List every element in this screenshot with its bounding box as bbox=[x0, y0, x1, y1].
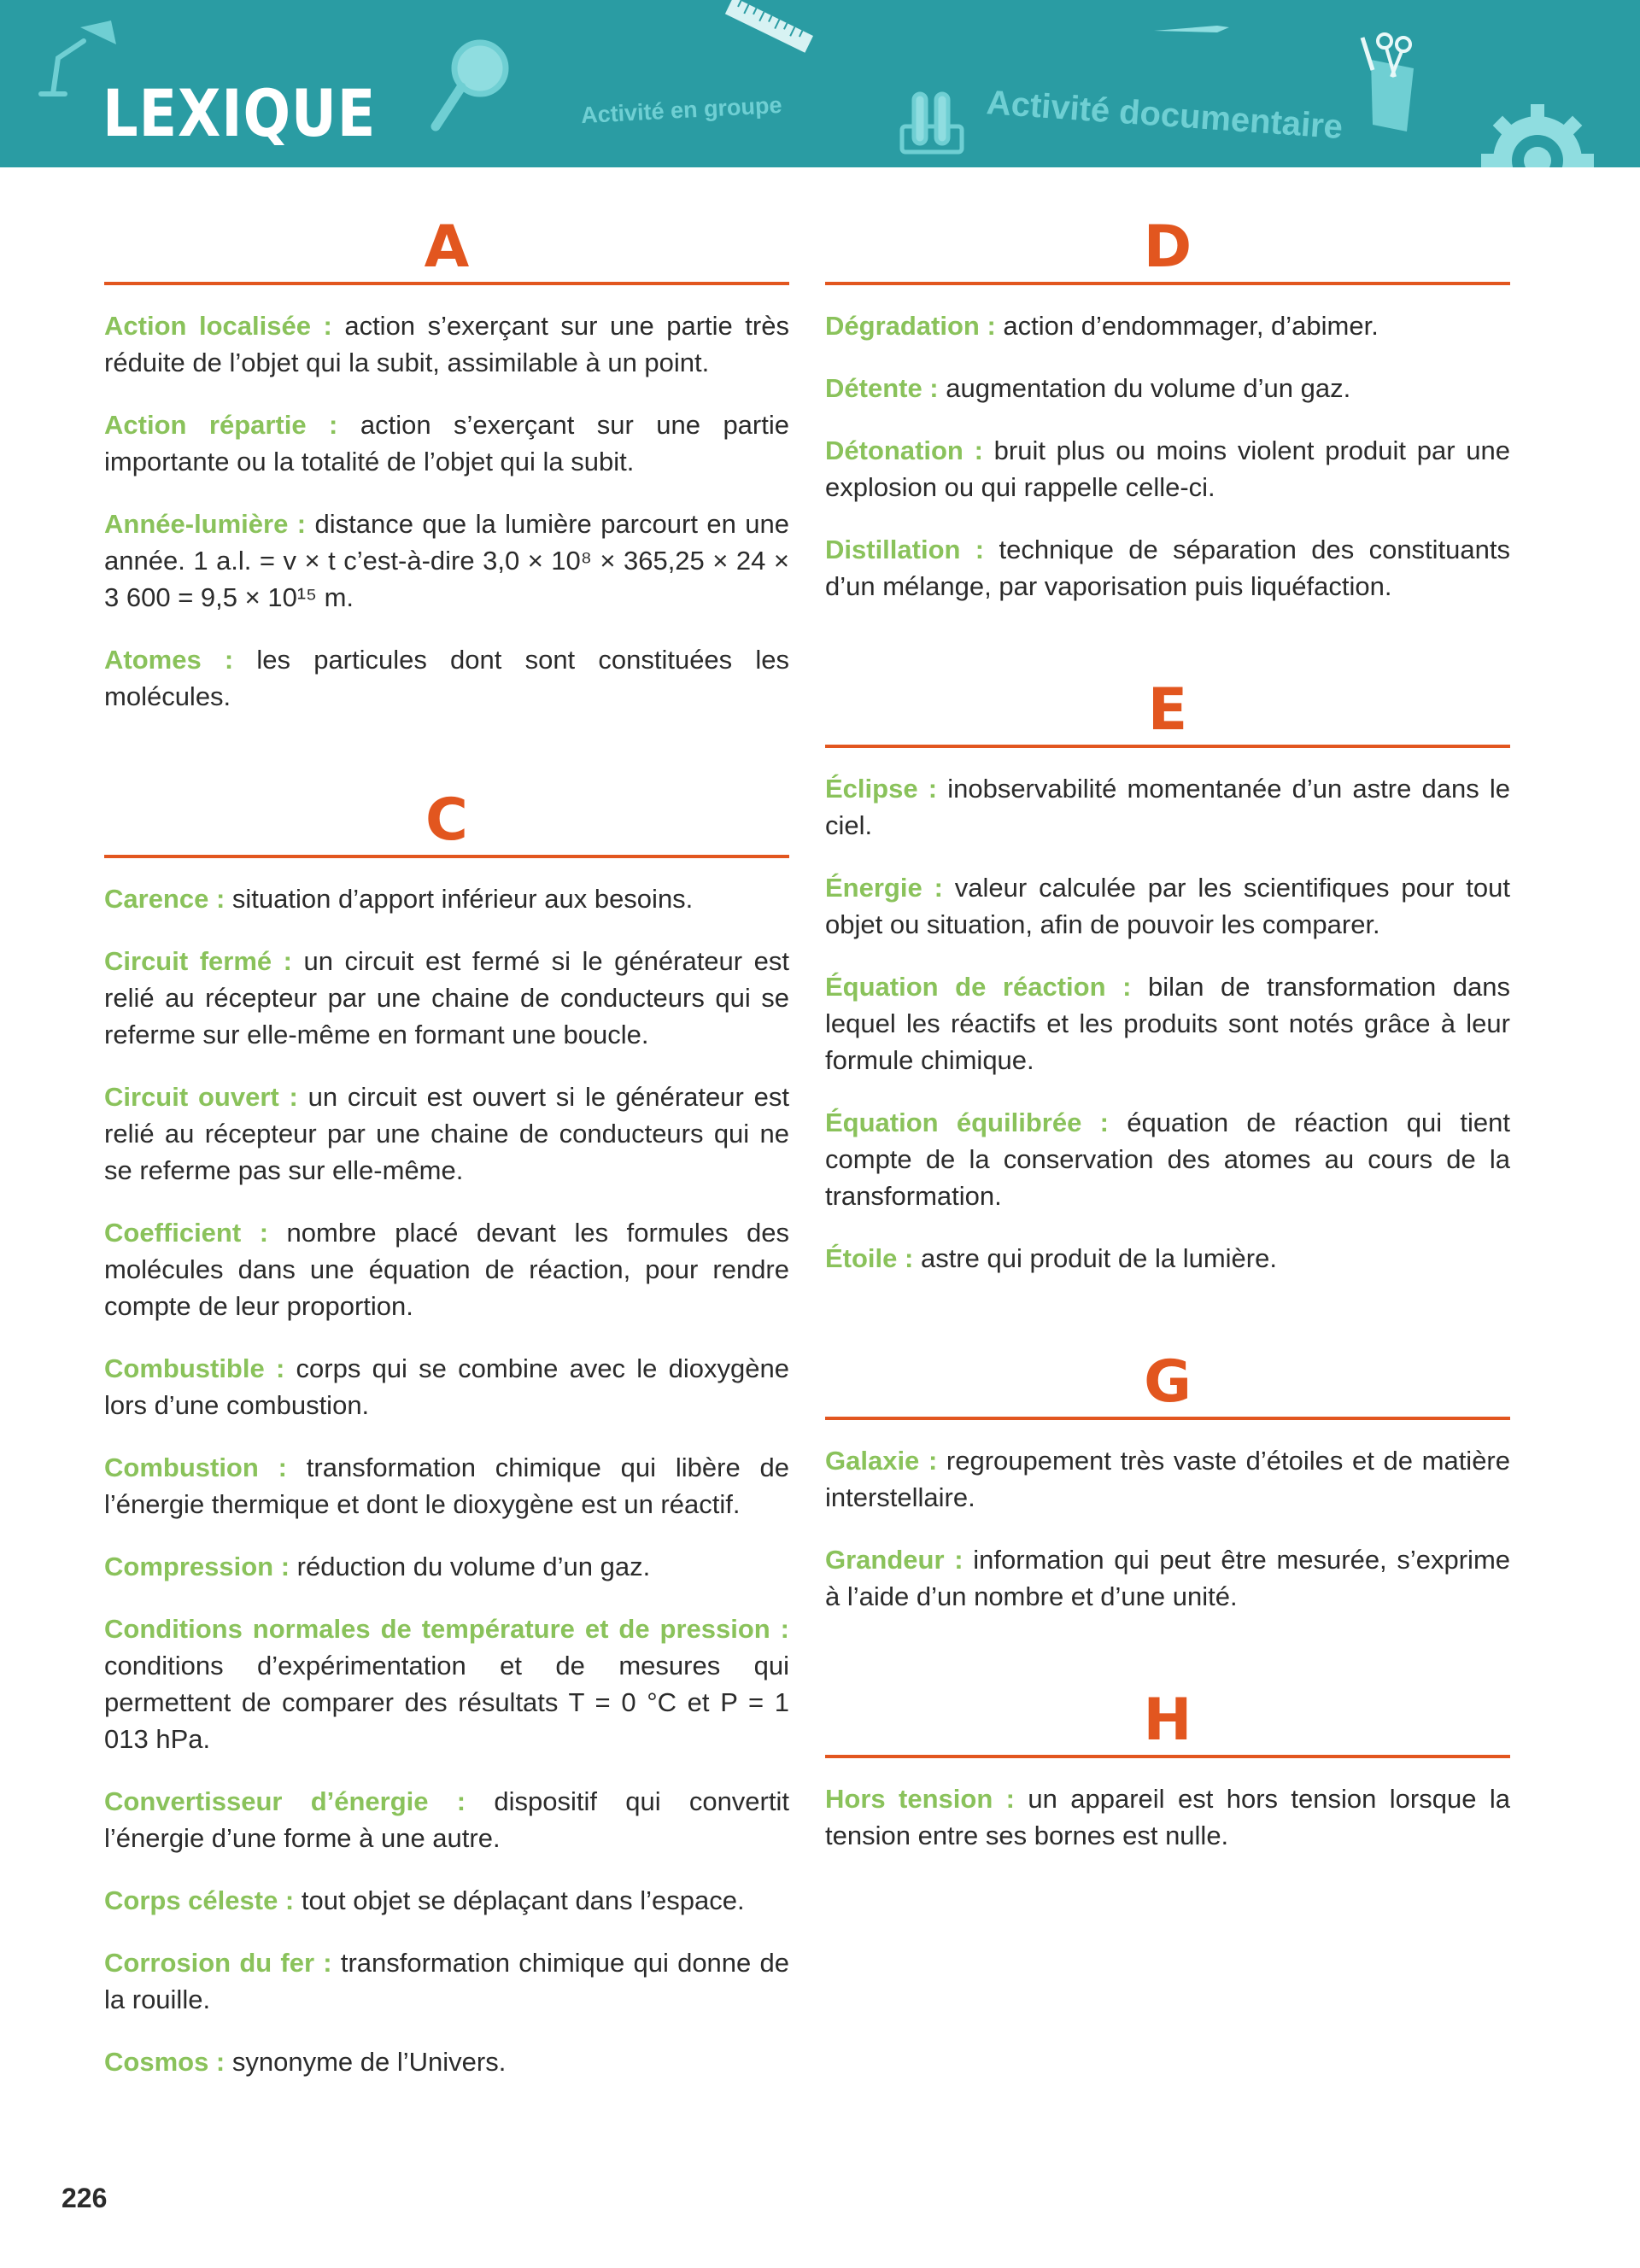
entry-term: Cosmos : bbox=[104, 2047, 226, 2077]
section-letter-g: G bbox=[825, 1348, 1510, 1420]
entry-definition: augmentation du volume d’un gaz. bbox=[938, 373, 1351, 403]
entry-coefficient bbox=[104, 1214, 789, 1324]
entry-definition: un appareil est hors tension lorsque la tension entre ses bornes est nulle. bbox=[825, 1784, 1510, 1850]
left-column bbox=[104, 213, 789, 2152]
entry-definition: astre qui produit de la lumière. bbox=[913, 1243, 1277, 1273]
entry-term: Action localisée : bbox=[104, 311, 332, 341]
entry-term: Corrosion du fer : bbox=[104, 1948, 332, 1978]
entry-etoile bbox=[825, 1240, 1510, 1277]
entry-circuit-ferme bbox=[104, 943, 789, 1053]
entry-term: Année-lumière : bbox=[104, 509, 307, 539]
entry-term: Galaxie : bbox=[825, 1446, 938, 1476]
entry-term: Convertisseur d’énergie : bbox=[104, 1786, 466, 1816]
section-c bbox=[104, 786, 789, 2080]
entry-eclipse bbox=[825, 770, 1510, 844]
entry-definition: synonyme de l’Univers. bbox=[225, 2047, 507, 2077]
entry-carence bbox=[104, 880, 789, 917]
entry-action-localisee bbox=[104, 307, 789, 381]
gear-icon bbox=[1478, 101, 1597, 167]
entry-equation-equilibree bbox=[825, 1104, 1510, 1214]
entry-definition: transformation chimique qui libère de l’énergie thermique et dont le dioxygène est un réactif. bbox=[104, 1453, 789, 1519]
entry-corrosion-fer bbox=[104, 1944, 789, 2018]
page-number: 226 bbox=[62, 2183, 108, 2213]
entry-convertisseur-energie bbox=[104, 1783, 789, 1856]
entry-definition: distance que la lumière parcourt en une année. 1 a.l. = v × t c’est-à-dire 3,0 × 10⁸ × 365,25 × 24 × 3 600 = 9,5 × 10¹⁵ m. bbox=[104, 509, 789, 612]
entry-distillation bbox=[825, 531, 1510, 605]
entry-action-repartie bbox=[104, 406, 789, 480]
entry-definition: action s’exerçant sur une partie très réduite de l’objet qui la subit, assimilable à un point. bbox=[104, 311, 789, 377]
entry-term: Éclipse : bbox=[825, 774, 938, 804]
entry-equation-reaction bbox=[825, 968, 1510, 1078]
entry-detonation bbox=[825, 432, 1510, 506]
entry-compression bbox=[104, 1548, 789, 1585]
section-letter-c: C bbox=[104, 786, 789, 858]
entry-definition: tout objet se déplaçant dans l’espace. bbox=[294, 1885, 745, 1915]
entry-galaxie bbox=[825, 1442, 1510, 1516]
magnifier-icon bbox=[425, 34, 519, 137]
entry-definition: technique de séparation des constituants d’un mélange, par vaporisation puis liquéfaction. bbox=[825, 535, 1511, 601]
entry-definition: réduction du volume d’un gaz. bbox=[290, 1552, 651, 1581]
tag-activite-documentaire: Activité documentaire bbox=[985, 84, 1344, 147]
entry-term: Carence : bbox=[104, 884, 226, 914]
section-letter-d: D bbox=[825, 213, 1510, 285]
entry-term: Coefficient : bbox=[104, 1218, 269, 1248]
entry-definition: les particules dont sont constituées les molécules. bbox=[104, 645, 789, 711]
entry-term: Détonation : bbox=[825, 435, 983, 465]
entry-definition: transformation chimique qui donne de la rouille. bbox=[104, 1948, 789, 2014]
section-letter-h: H bbox=[825, 1686, 1510, 1758]
entry-definition: corps qui se combine avec le dioxygène lors d’une combustion. bbox=[104, 1353, 789, 1420]
entry-conditions-normales bbox=[104, 1610, 789, 1757]
entry-corps-celeste bbox=[104, 1882, 789, 1919]
section-g bbox=[825, 1348, 1510, 1615]
tag-activite-groupe: Activité en groupe bbox=[580, 91, 783, 129]
entry-degradation bbox=[825, 307, 1510, 344]
entry-definition: action d’endommager, d’abimer. bbox=[995, 311, 1379, 341]
entry-annee-lumiere bbox=[104, 506, 789, 616]
entry-term: Énergie : bbox=[825, 873, 943, 903]
entry-term: Équation de réaction : bbox=[825, 972, 1132, 1002]
section-letter-e: E bbox=[825, 676, 1510, 748]
section-e bbox=[825, 676, 1510, 1277]
ruler-icon bbox=[718, 0, 820, 68]
scissors-cup-icon bbox=[1354, 26, 1431, 137]
entry-term: Grandeur : bbox=[825, 1545, 964, 1575]
entry-definition: équation de réaction qui tient compte de la conservation des atomes au cours de la transformation. bbox=[825, 1108, 1510, 1211]
entry-definition: conditions d’expérimentation et de mesures qui permettent de comparer des résultats T = 0 °C et P = 1 013 hPa. bbox=[104, 1651, 789, 1754]
section-a bbox=[104, 213, 789, 715]
entry-energie bbox=[825, 869, 1510, 943]
entry-detente bbox=[825, 370, 1510, 406]
entry-combustible bbox=[104, 1350, 789, 1423]
entry-definition: information qui peut être mesurée, s’exprime à l’aide d’un nombre et d’une unité. bbox=[825, 1545, 1511, 1611]
entry-definition: inobservabilité momentanée d’un astre dans le ciel. bbox=[825, 774, 1510, 840]
entry-combustion bbox=[104, 1449, 789, 1523]
entry-term: Distillation : bbox=[825, 535, 985, 564]
entry-definition: nombre placé devant les formules des molécules dans une équation de réaction, pour rendre compte de leur proportion. bbox=[104, 1218, 789, 1321]
entry-definition: bilan de transformation dans lequel les réactifs et les produits sont notés grâce à leur formule chimique. bbox=[825, 972, 1510, 1075]
entry-term: Équation équilibrée : bbox=[825, 1108, 1109, 1137]
entry-definition: un circuit est ouvert si le générateur est relié au récepteur par une chaine de conducteurs qui ne se referme pas sur elle-même. bbox=[104, 1082, 789, 1185]
entry-definition: situation d’apport inférieur aux besoins. bbox=[225, 884, 694, 914]
section-letter-a: A bbox=[104, 213, 789, 285]
entry-definition: valeur calculée par les scientifiques pour tout objet ou situation, afin de pouvoir les comparer. bbox=[825, 873, 1510, 939]
entry-term: Atomes : bbox=[104, 645, 234, 675]
entry-cosmos bbox=[104, 2043, 789, 2080]
entry-grandeur bbox=[825, 1541, 1510, 1615]
pencil-icon bbox=[1149, 17, 1234, 43]
entry-hors-tension bbox=[825, 1780, 1510, 1854]
entry-term: Corps céleste : bbox=[104, 1885, 295, 1915]
page-title: LEXIQUE bbox=[102, 75, 377, 151]
entry-definition: bruit plus ou moins violent produit par une explosion ou qui rappelle celle-ci. bbox=[825, 435, 1510, 502]
entry-term: Hors tension : bbox=[825, 1784, 1015, 1814]
entry-atomes bbox=[104, 641, 789, 715]
header-banner bbox=[0, 0, 1640, 167]
entry-term: Conditions normales de température et de pression : bbox=[104, 1614, 789, 1644]
entry-term: Combustion : bbox=[104, 1453, 287, 1482]
section-d bbox=[825, 213, 1510, 605]
entry-term: Compression : bbox=[104, 1552, 290, 1581]
entry-circuit-ouvert bbox=[104, 1078, 789, 1189]
entry-term: Circuit fermé : bbox=[104, 946, 292, 976]
entry-term: Action répartie : bbox=[104, 410, 338, 440]
entry-definition: un circuit est fermé si le générateur est relié au récepteur par une chaine de conducteurs qui se referme sur elle-même en formant une boucle. bbox=[104, 946, 789, 1049]
entry-definition: dispositif qui convertit l’énergie d’une forme à une autre. bbox=[104, 1786, 789, 1853]
right-column bbox=[825, 213, 1510, 1926]
entry-definition: regroupement très vaste d’étoiles et de matière interstellaire. bbox=[825, 1446, 1510, 1512]
test-tubes-icon bbox=[899, 89, 967, 157]
entry-term: Circuit ouvert : bbox=[104, 1082, 298, 1112]
entry-definition: action s’exerçant sur une partie importante ou la totalité de l’objet qui la subit. bbox=[104, 410, 789, 476]
entry-term: Dégradation : bbox=[825, 311, 996, 341]
section-h bbox=[825, 1686, 1510, 1854]
entry-term: Détente : bbox=[825, 373, 939, 403]
entry-term: Combustible : bbox=[104, 1353, 285, 1383]
entry-term: Étoile : bbox=[825, 1243, 914, 1273]
